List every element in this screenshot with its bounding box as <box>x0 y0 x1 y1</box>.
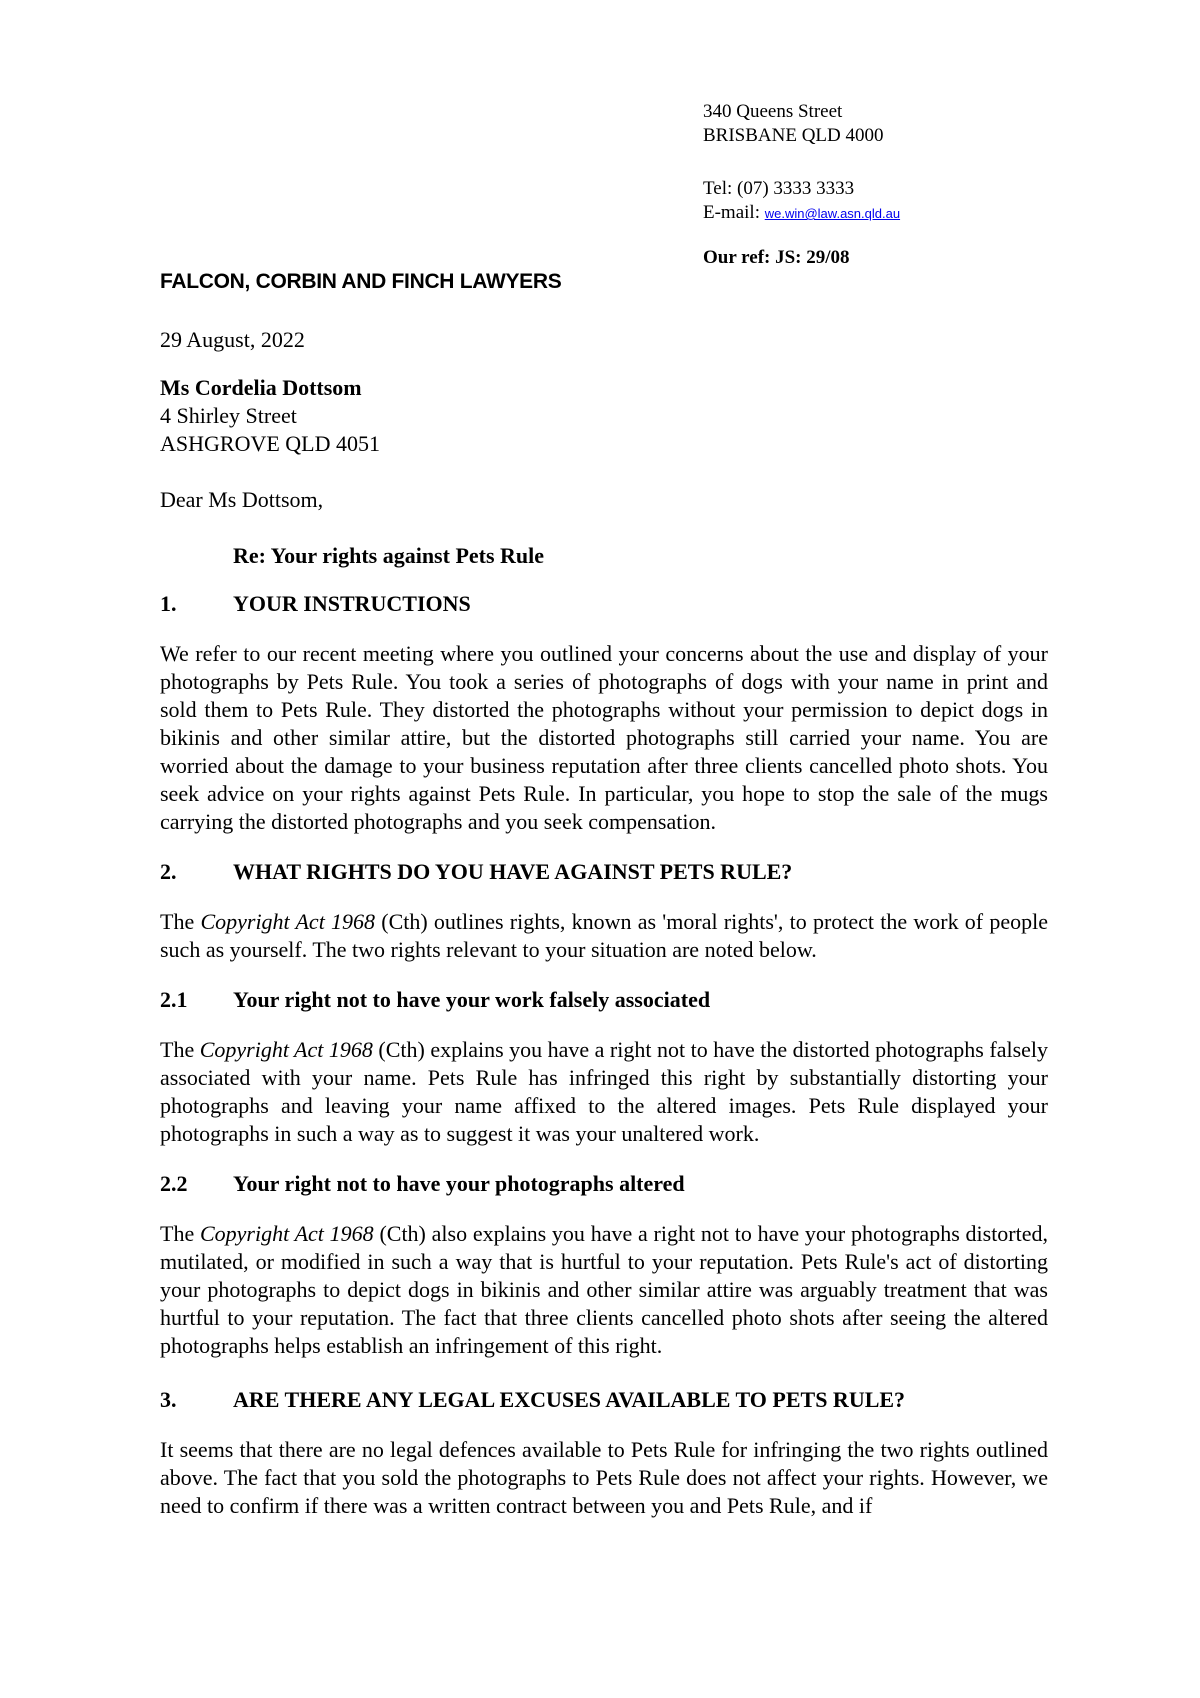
section-1-paragraph: We refer to our recent meeting where you outlined your concerns about the use and display of your photographs by Pets Rule. You took a series of photographs of dogs with your name in print and sold them to Pets Rule. They distorted the photographs without your permission to depict dogs in bikinis and other similar attire, but the distorted photographs still carried your name. You are worried about the damage to your business reputation after three clients cancelled photo shots. You seek advice on your rights against Pets Rule. In particular, you hope to stop the sale of the mugs carrying the distorted photographs and you seek compensation. <box>160 641 1048 834</box>
section-2-2-number: 2.2 <box>160 1171 188 1196</box>
sender-address-line2: BRISBANE QLD 4000 <box>703 125 884 146</box>
section-2-heading <box>160 858 1048 886</box>
section-2-paragraph <box>160 908 1048 964</box>
sender-email-link[interactable]: we.win@law.asn.qld.au <box>764 206 901 221</box>
section-3-paragraph: It seems that there are no legal defences available to Pets Rule for infringing the two rights outlined above. The fact that you sold the photographs to Pets Rule does not affect your rights. However, we need to confirm if there was a written contract between you and Pets Rule, and if <box>160 1437 1048 1518</box>
our-reference: Our ref: JS: 29/08 <box>703 247 850 268</box>
section-2-text-pre: The <box>160 909 201 934</box>
section-2-1-heading <box>160 986 1048 1014</box>
section-2-text-post: (Cth) outlines rights, known as 'moral rights', to protect the work of people such as yourself. The two rights relevant to your situation are noted below. <box>160 909 1048 962</box>
recipient-address-line2: ASHGROVE QLD 4051 <box>160 431 380 456</box>
letter-body <box>160 326 1048 1542</box>
letter-date: 29 August, 2022 <box>160 327 305 352</box>
section-2-title: WHAT RIGHTS DO YOU HAVE AGAINST PETS RULE? <box>233 859 793 884</box>
recipient-address-line1: 4 Shirley Street <box>160 403 297 428</box>
section-2-2-act-name: Copyright Act 1968 <box>199 1221 374 1246</box>
section-3-number: 3. <box>160 1387 177 1412</box>
salutation: Dear Ms Dottsom, <box>160 487 324 512</box>
section-2-2-title: Your right not to have your photographs altered <box>233 1171 685 1196</box>
section-2-1-text-pre: The <box>160 1037 200 1062</box>
section-2-act-name: Copyright Act 1968 <box>200 909 376 934</box>
section-2-1-text-post: (Cth) explains you have a right not to have the distorted photographs falsely associated with your name. Pets Rule has infringed this right by substantially distorting your photographs and leaving your name affixed to the altered images. Pets Rule displayed your photographs in such a way as to suggest it was your unaltered work. <box>160 1037 1049 1146</box>
sender-gap <box>703 148 1123 177</box>
recipient-address <box>160 374 1048 458</box>
section-1-heading <box>160 590 1048 618</box>
section-2-1-title: Your right not to have your work falsely associated <box>233 987 711 1012</box>
section-2-1-paragraph <box>160 1036 1048 1148</box>
section-2-number: 2. <box>160 859 177 884</box>
sender-email-row <box>703 201 1123 226</box>
section-3-heading <box>160 1386 1048 1414</box>
section-2-1-number: 2.1 <box>160 987 188 1012</box>
section-1-number: 1. <box>160 591 177 616</box>
sender-address-line1: 340 Queens Street <box>703 101 843 122</box>
section-2-2-heading <box>160 1170 1048 1198</box>
section-2-1-act-name: Copyright Act 1968 <box>199 1037 373 1062</box>
recipient-name: Ms Cordelia Dottsom <box>160 375 362 400</box>
section-3-title: ARE THERE ANY LEGAL EXCUSES AVAILABLE TO PETS RULE? <box>233 1387 906 1412</box>
sender-tel: Tel: (07) 3333 3333 <box>703 178 855 199</box>
firm-name: FALCON, CORBIN AND FINCH LAWYERS <box>160 270 562 293</box>
sender-details <box>703 100 1123 270</box>
section-2-2-text-pre: The <box>160 1221 200 1246</box>
section-2-2-paragraph <box>160 1220 1048 1360</box>
sender-email-label: E-mail: <box>703 202 765 223</box>
section-1-title: YOUR INSTRUCTIONS <box>233 591 471 616</box>
subject-line: Re: Your rights against Pets Rule <box>233 543 545 568</box>
section-2-2-text-post: (Cth) also explains you have a right not to have your photographs distorted, mutilated, or modified in such a way that is hurtful to your reputation. Pets Rule's act of distorting your photographs to depict dogs in bikinis and other similar attire was arguably treatment that was hurtful to your reputation. The fact that three clients cancelled photo shots after seeing the altered photographs helps establish an infringement of this right. <box>160 1221 1049 1358</box>
